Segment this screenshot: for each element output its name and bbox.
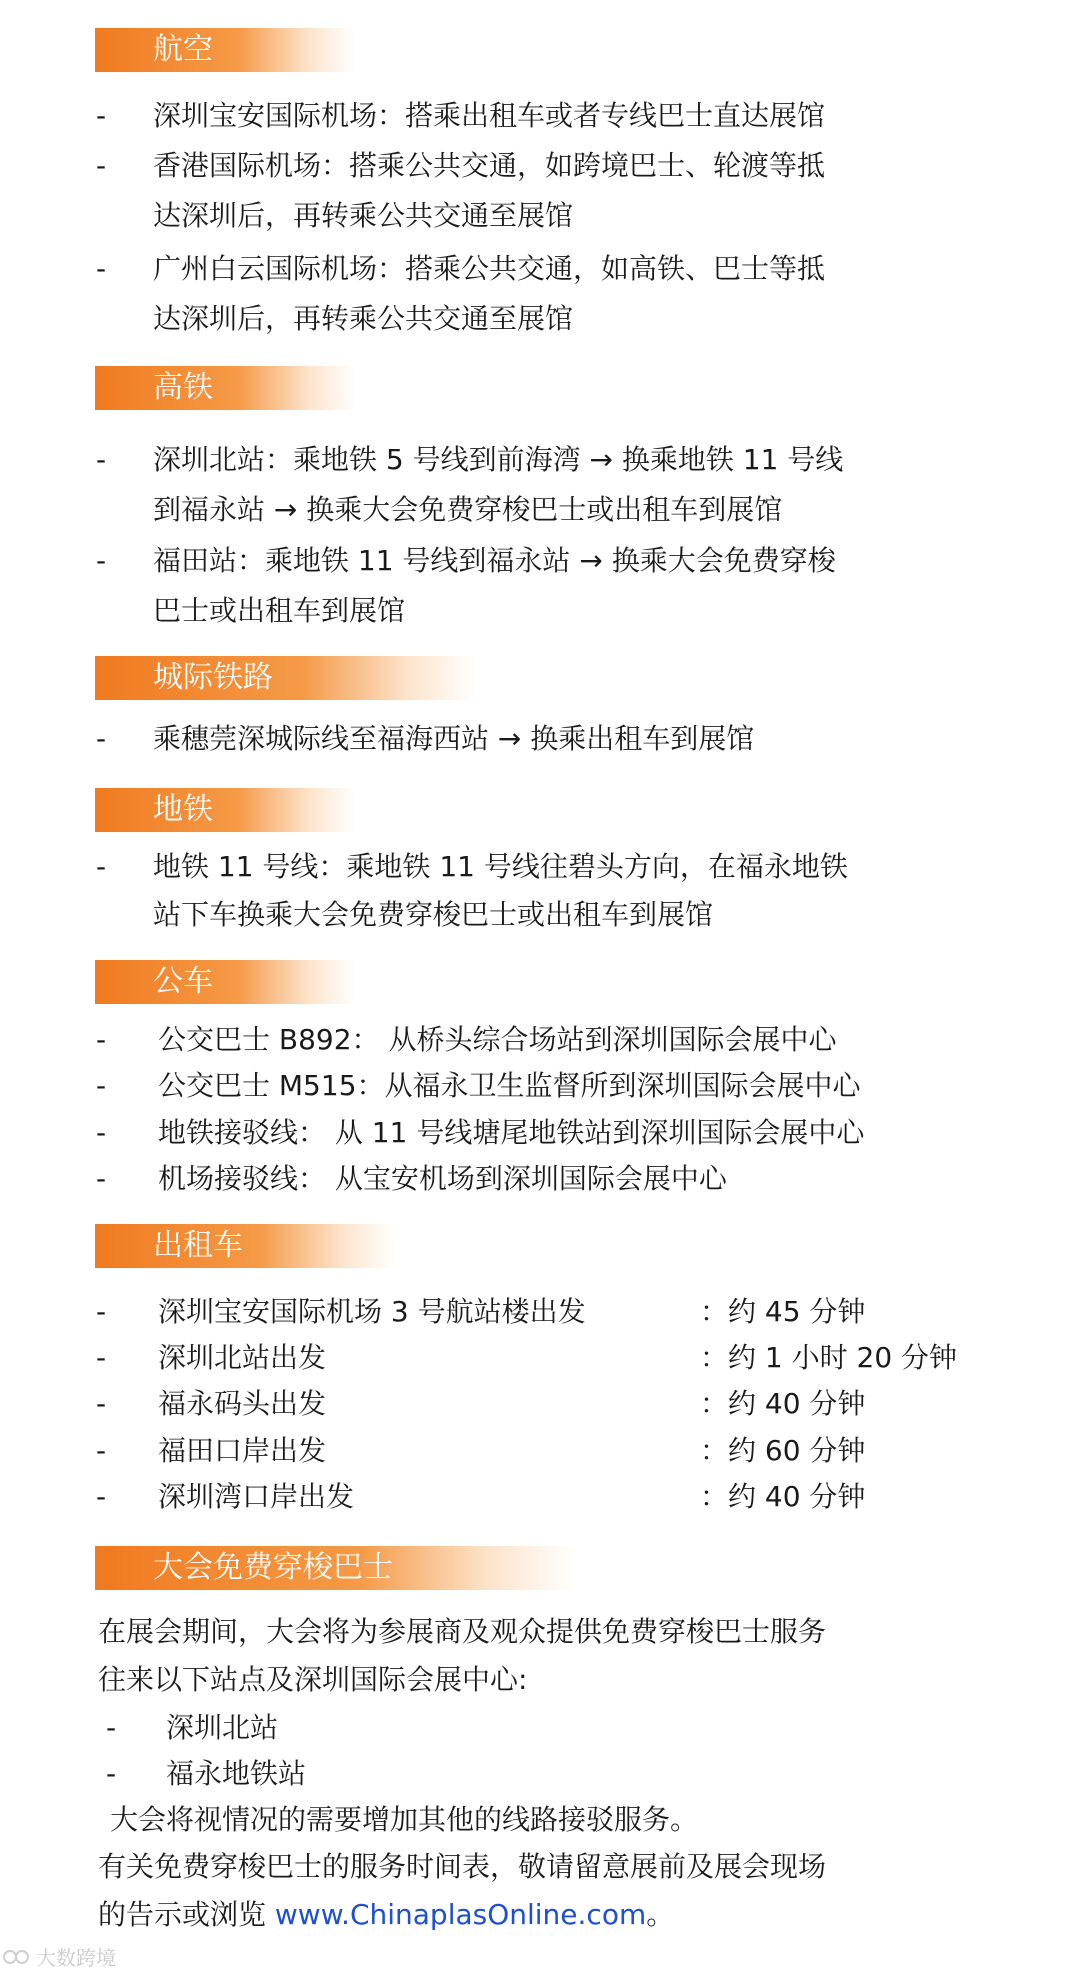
shuttle-info-suffix: 。 <box>646 1898 675 1931</box>
taxi-origin: 深圳宝安国际机场 3 号航站楼出发 <box>158 1295 586 1328</box>
list-item: 机场接驳线： 从宝安机场到深圳国际会展中心 <box>158 1162 727 1195</box>
list-item-cont: 到福永站 → 换乘大会免费穿梭巴士或出租车到展馆 <box>153 493 783 526</box>
list-item-cont: 达深圳后，再转乘公共交通至展馆 <box>153 302 574 335</box>
taxi-duration: ：约 40 分钟 <box>700 1387 866 1420</box>
section-header-hsr: 高铁 <box>95 366 355 410</box>
shuttle-note: 大会将视情况的需要增加其他的线路接驳服务。 <box>110 1803 699 1836</box>
list-dash: - <box>96 850 107 883</box>
section-header-intercity: 城际铁路 <box>95 656 475 700</box>
list-item: 福田站：乘地铁 11 号线到福永站 → 换乘大会免费穿梭 <box>153 544 836 577</box>
list-item: 深圳宝安国际机场：搭乘出租车或者专线巴士直达展馆 <box>153 99 826 132</box>
taxi-origin: 深圳湾口岸出发 <box>158 1480 355 1513</box>
website-link[interactable]: www.ChinaplasOnline.com <box>274 1898 647 1931</box>
list-item: 地铁 11 号线：乘地铁 11 号线往碧头方向，在福永地铁 <box>153 850 848 883</box>
taxi-duration: ：约 1 小时 20 分钟 <box>700 1341 958 1374</box>
list-dash: - <box>96 722 107 755</box>
list-dash: - <box>96 149 107 182</box>
shuttle-info-prefix: 的告示或浏览 <box>98 1898 275 1931</box>
list-dash: - <box>96 252 107 285</box>
list-dash: - <box>96 1387 107 1420</box>
list-item: 地铁接驳线： 从 11 号线塘尾地铁站到深圳国际会展中心 <box>158 1116 865 1149</box>
list-item-cont: 达深圳后，再转乘公共交通至展馆 <box>153 199 574 232</box>
shuttle-stop: 福永地铁站 <box>166 1757 307 1790</box>
shuttle-intro-cont: 往来以下站点及深圳国际会展中心: <box>98 1663 528 1696</box>
list-dash: - <box>96 1295 107 1328</box>
list-dash: - <box>96 1023 107 1056</box>
list-item: 乘穗莞深城际线至福海西站 → 换乘出租车到展馆 <box>153 722 755 755</box>
section-header-shuttle: 大会免费穿梭巴士 <box>95 1546 575 1590</box>
taxi-origin: 福田口岸出发 <box>158 1434 327 1467</box>
taxi-duration: ：约 60 分钟 <box>700 1434 866 1467</box>
list-item: 广州白云国际机场：搭乘公共交通，如高铁、巴士等抵 <box>153 252 826 285</box>
shuttle-stop: 深圳北站 <box>166 1711 279 1744</box>
list-dash: - <box>96 443 107 476</box>
watermark-text: 大数跨境 <box>36 1946 116 1970</box>
watermark-logo-icon <box>2 1946 32 1968</box>
section-header-bus: 公车 <box>95 960 355 1004</box>
list-item: 公交巴士 M515：从福永卫生监督所到深圳国际会展中心 <box>158 1069 861 1102</box>
shuttle-intro: 在展会期间，大会将为参展商及观众提供免费穿梭巴士服务 <box>98 1615 827 1648</box>
list-dash: - <box>106 1711 117 1744</box>
list-dash: - <box>96 1341 107 1374</box>
watermark <box>2 1942 116 1971</box>
list-item-cont: 站下车换乘大会免费穿梭巴士或出租车到展馆 <box>153 898 714 931</box>
list-dash: - <box>96 1116 107 1149</box>
section-header-metro: 地铁 <box>95 788 355 832</box>
taxi-origin: 深圳北站出发 <box>158 1341 327 1374</box>
taxi-duration: ：约 40 分钟 <box>700 1480 866 1513</box>
list-item: 深圳北站：乘地铁 5 号线到前海湾 → 换乘地铁 11 号线 <box>153 443 844 476</box>
list-item-cont: 巴士或出租车到展馆 <box>153 594 406 627</box>
list-dash: - <box>96 1480 107 1513</box>
list-dash: - <box>96 99 107 132</box>
list-dash: - <box>96 1069 107 1102</box>
taxi-duration: ：约 45 分钟 <box>700 1295 866 1328</box>
taxi-origin: 福永码头出发 <box>158 1387 327 1420</box>
shuttle-info-cont <box>98 1897 674 1933</box>
list-dash: - <box>96 544 107 577</box>
list-dash: - <box>96 1162 107 1195</box>
list-item: 公交巴士 B892： 从桥头综合场站到深圳国际会展中心 <box>158 1023 837 1056</box>
shuttle-info: 有关免费穿梭巴士的服务时间表，敬请留意展前及展会现场 <box>98 1850 827 1883</box>
section-header-air: 航空 <box>95 28 355 72</box>
section-header-taxi: 出租车 <box>95 1224 395 1268</box>
list-dash: - <box>106 1757 117 1790</box>
list-item: 香港国际机场：搭乘公共交通，如跨境巴士、轮渡等抵 <box>153 149 826 182</box>
list-dash: - <box>96 1434 107 1467</box>
